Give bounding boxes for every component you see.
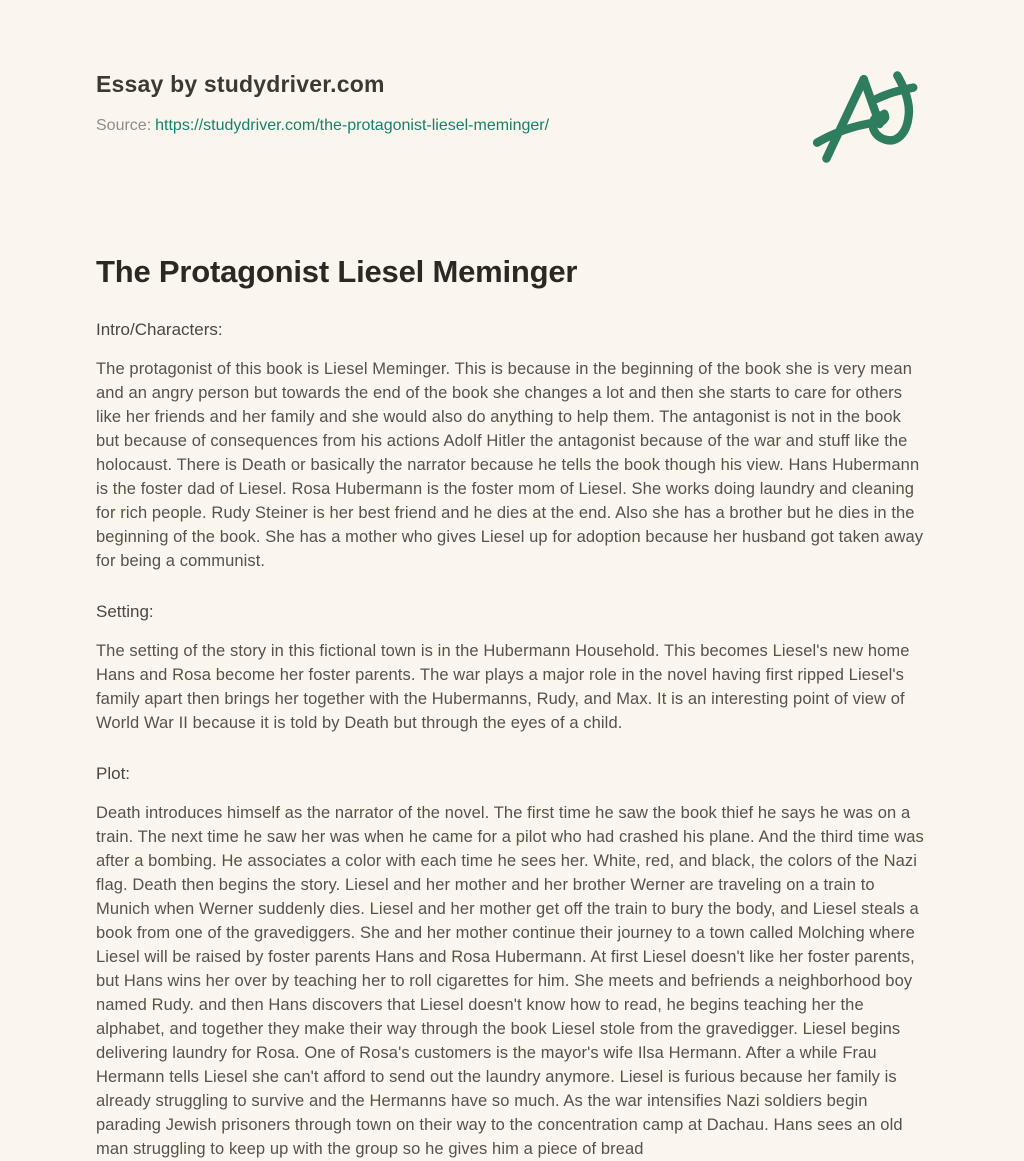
section-intro-characters [96, 319, 928, 573]
source-label: Source: [96, 117, 152, 134]
header-text-block [96, 70, 928, 137]
source-link[interactable]: https://studydriver.com/the-protagonist-liesel-meminger/ [155, 117, 550, 134]
section-heading: Setting: [96, 602, 154, 621]
section-body: The setting of the story in this fictional town is in the Hubermann Household. This becomes Liesel's new home Hans and Rosa become her foster parents. The war plays a major role in the novel having first ripped Liesel's family apart then brings her together with the Hubermanns, Rudy, and Max. It is an interesting point of view of World War II because it is told by Death but through the eyes of a child. [96, 642, 910, 732]
a-plus-logo-icon [813, 68, 935, 166]
source-line [96, 115, 928, 137]
section-body: Death introduces himself as the narrator of the novel. The first time he saw the book thief he says he was on a train. The next time he saw her was when he came for a pilot who had crashed his plane. And the third time was after a bombing. He associates a color with each time he sees her. White, red, and black, the colors of the Nazi flag. Death then begins the story. Liesel and her mother and her brother Werner are traveling on a train to Munich when Werner suddenly dies. Liesel and her mother get off the train to bury the body, and Liesel steals a book from one of the gravediggers. She and her mother continue their journey to a town called Molching where Liesel will be raised by foster parents Hans and Rosa Hubermann. At first Liesel doesn't like her foster parents, but Hans wins her over by teaching her to roll cigarettes for him. She meets and befriends a neighborhood boy named Rudy. and then Hans discovers that Liesel doesn't know how to read, he begins teaching her the alphabet, and together they make their way through the book Liesel stole from the gravedigger. Liesel begins delivering laundry for Rosa. One of Rosa's customers is the mayor's wife Ilsa Hermann. After a while Frau Hermann tells Liesel she can't afford to send out the laundry anymore. Liesel is furious because her family is already struggling to survive and the Hermanns have so much. As the war intensifies Nazi soldiers begin parading Jewish prisoners through town on their way to the concentration camp at Dachau. Hans sees an old man struggling to keep up with the group so he gives him a piece of bread [96, 804, 924, 1158]
section-body: The protagonist of this book is Liesel Meminger. This is because in the beginning of the book she is very mean and an angry person but towards the end of the book she changes a lot and then she starts to care for others like her friends and her family and she would also do anything to help them. The antagonist is not in the book but because of consequences from his actions Adolf Hitler the antagonist because of the war and stuff like the holocaust. There is Death or basically the narrator because he tells the book though his view. Hans Hubermann is the foster dad of Liesel. Rosa Hubermann is the foster mom of Liesel. She works doing laundry and cleaning for rich people. Rudy Steiner is her best friend and he dies at the end. Also she has a brother but he dies in the beginning of the book. She has a mother who gives Liesel up for adoption because her husband got taken away for being a communist. [96, 360, 924, 570]
essay-title: The Protagonist Liesel Meminger [96, 254, 578, 289]
header-title: Essay by studydriver.com [96, 71, 385, 97]
section-heading: Plot: [96, 764, 131, 783]
page-header [96, 70, 928, 137]
section-setting [96, 601, 928, 735]
essay-content [96, 253, 928, 1161]
section-plot [96, 763, 928, 1161]
section-heading: Intro/Characters: [96, 320, 223, 339]
